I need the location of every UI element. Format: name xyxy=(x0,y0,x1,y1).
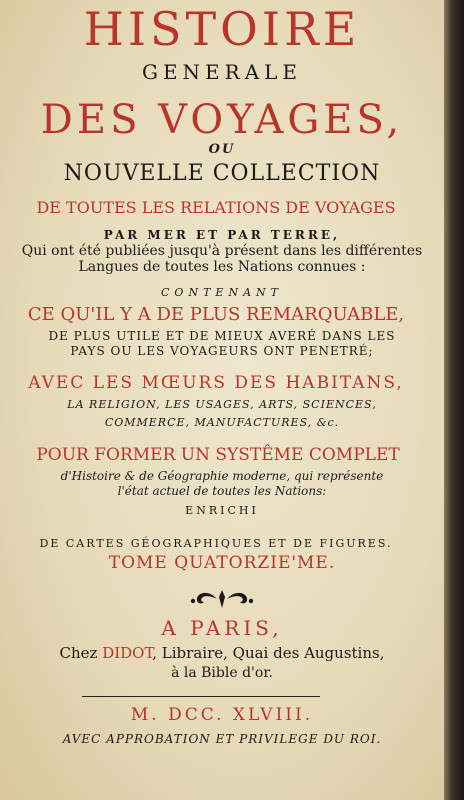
text-a-paris: A PARIS, xyxy=(161,616,283,640)
text-contenant: CONTENANT xyxy=(161,286,283,299)
text-enrichi: ENRICHI xyxy=(185,504,259,517)
text-cartes: DE CARTES GÉOGRAPHIQUES ET DE FIGURES. xyxy=(39,537,393,550)
text-didot: DIDOT xyxy=(102,644,153,662)
text-de-plus-line1: DE PLUS UTILE ET DE MIEUX AVERÉ DANS LES xyxy=(48,329,396,343)
text-approbation: AVEC APPROBATION ET PRIVILEGE DU ROI. xyxy=(62,732,382,746)
text-a-la-bible: à la Bible d'or. xyxy=(171,665,273,681)
text-pour-former: POUR FORMER UN SYSTÊME COMPLET xyxy=(36,445,400,465)
text-year: M. DCC. XLVIII. xyxy=(130,705,314,725)
text-ce-quil: CE QU'IL Y A DE PLUS REMARQUABLE, xyxy=(27,304,405,325)
title-histoire: HISTOIRE xyxy=(83,2,361,56)
text-avec-moeurs: AVEC LES MŒURS DES HABITANS, xyxy=(28,373,404,393)
title-generale: GENERALE xyxy=(141,60,303,84)
text-religion-line2: COMMERCE, MANUFACTURES, &c. xyxy=(104,416,340,429)
conjunction-ou: OU xyxy=(208,142,236,157)
text-religion-line1: LA RELIGION, LES USAGES, ARTS, SCIENCES, xyxy=(67,398,377,411)
title-des-voyages: DES VOYAGES, xyxy=(40,97,404,143)
text-libraire: , Libraire, Quai des Augustins, xyxy=(152,644,385,662)
text-histoire-line1: d'Histoire & de Géographie moderne, qui représente xyxy=(60,469,384,483)
text-de-plus-line2: PAYS OU LES VOYAGEURS ONT PENETRÉ; xyxy=(70,344,374,358)
subtitle-de-toutes: DE TOUTES LES RELATIONS DE VOYAGES xyxy=(36,198,396,217)
text-histoire-line2: l'état actuel de toutes les Nations: xyxy=(117,484,327,498)
book-spine-edge xyxy=(444,0,464,800)
text-chez: Chez xyxy=(59,644,103,662)
subtitle-par-mer: PAR MER ET PAR TERRE, xyxy=(103,228,341,242)
text-qui-line2: Langues de toutes les Nations connues : xyxy=(78,259,366,275)
subtitle-nouvelle-collection: NOUVELLE COLLECTION xyxy=(63,161,381,186)
divider-rule xyxy=(82,696,320,697)
text-tome: TOME QUATORZIE'ME. xyxy=(108,553,336,573)
text-chez-didot xyxy=(0,646,444,661)
fleuron-ornament-icon xyxy=(0,588,444,614)
text-qui-line1: Qui ont été publiées jusqu'à présent dans les différentes xyxy=(21,243,423,259)
